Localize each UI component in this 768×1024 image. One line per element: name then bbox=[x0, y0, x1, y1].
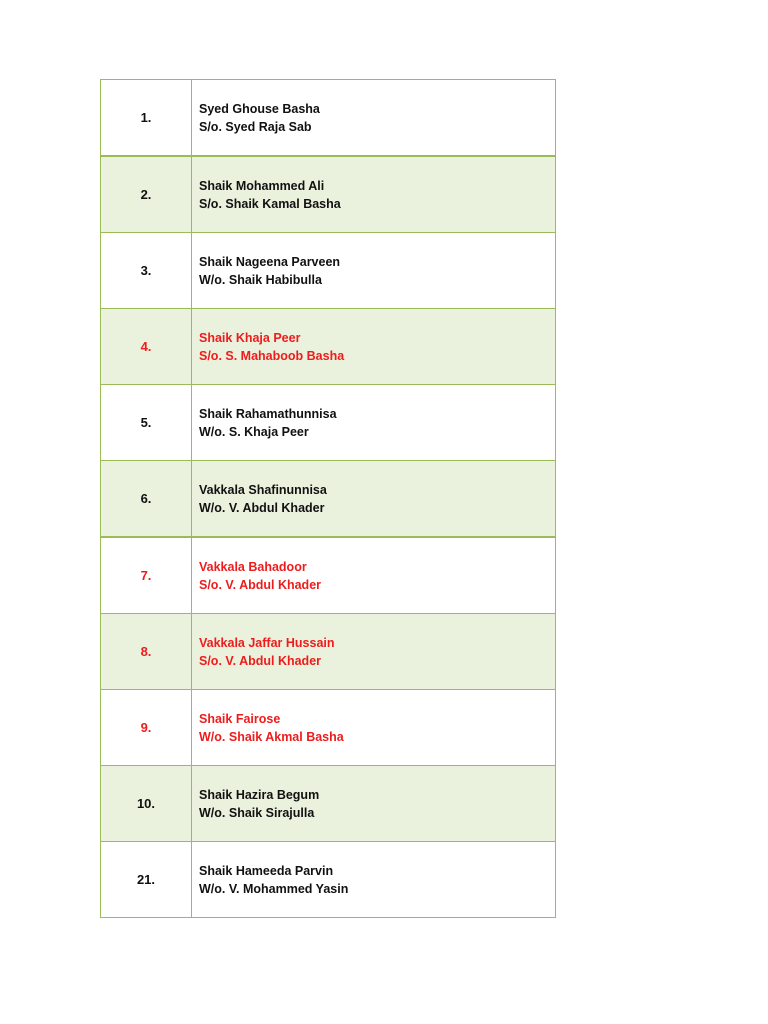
person-cell bbox=[192, 80, 556, 157]
person-cell bbox=[192, 385, 556, 461]
person-name: Shaik Fairose bbox=[199, 711, 281, 726]
person-relation: S/o. Syed Raja Sab bbox=[199, 119, 312, 134]
table-row bbox=[101, 233, 556, 309]
person-name: Shaik Hameeda Parvin bbox=[199, 863, 334, 878]
person-name: Shaik Hazira Begum bbox=[199, 787, 320, 802]
person-name: Shaik Rahamathunnisa bbox=[199, 406, 337, 421]
person-relation: S/o. V. Abdul Khader bbox=[199, 577, 322, 592]
person-name: Vakkala Bahadoor bbox=[199, 559, 307, 574]
person-relation: S/o. V. Abdul Khader bbox=[199, 653, 322, 668]
person-name: Syed Ghouse Basha bbox=[199, 101, 320, 116]
table-row bbox=[101, 842, 556, 918]
person-relation: W/o. Shaik Habibulla bbox=[199, 272, 322, 287]
person-cell bbox=[192, 309, 556, 385]
person-name: Shaik Nageena Parveen bbox=[199, 254, 341, 269]
person-cell bbox=[192, 842, 556, 918]
person-relation: W/o. Shaik Sirajulla bbox=[199, 805, 315, 820]
person-cell bbox=[192, 537, 556, 614]
person-relation: W/o. V. Mohammed Yasin bbox=[199, 881, 349, 896]
table-row bbox=[101, 537, 556, 614]
row-number: 5. bbox=[101, 385, 192, 461]
person-cell bbox=[192, 690, 556, 766]
person-cell bbox=[192, 614, 556, 690]
row-number: 9. bbox=[101, 690, 192, 766]
table-row bbox=[101, 614, 556, 690]
row-number: 3. bbox=[101, 233, 192, 309]
person-name: Vakkala Shafinunnisa bbox=[199, 482, 327, 497]
row-number: 4. bbox=[101, 309, 192, 385]
table-row bbox=[101, 80, 556, 157]
person-relation: S/o. S. Mahaboob Basha bbox=[199, 348, 345, 363]
person-name: Shaik Khaja Peer bbox=[199, 330, 301, 345]
table-row bbox=[101, 385, 556, 461]
persons-table bbox=[100, 79, 556, 918]
table-row bbox=[101, 690, 556, 766]
person-cell bbox=[192, 233, 556, 309]
table-row bbox=[101, 461, 556, 538]
person-cell bbox=[192, 461, 556, 538]
person-relation: W/o. S. Khaja Peer bbox=[199, 424, 309, 439]
person-relation: S/o. Shaik Kamal Basha bbox=[199, 196, 341, 211]
row-number: 8. bbox=[101, 614, 192, 690]
person-relation: W/o. V. Abdul Khader bbox=[199, 500, 325, 515]
person-cell bbox=[192, 766, 556, 842]
row-number: 1. bbox=[101, 80, 192, 157]
table-row bbox=[101, 156, 556, 233]
table-row bbox=[101, 309, 556, 385]
person-relation: W/o. Shaik Akmal Basha bbox=[199, 729, 344, 744]
row-number: 21. bbox=[101, 842, 192, 918]
person-name: Vakkala Jaffar Hussain bbox=[199, 635, 335, 650]
row-number: 7. bbox=[101, 537, 192, 614]
person-name: Shaik Mohammed Ali bbox=[199, 178, 325, 193]
row-number: 2. bbox=[101, 156, 192, 233]
row-number: 6. bbox=[101, 461, 192, 538]
person-cell bbox=[192, 156, 556, 233]
table-row bbox=[101, 766, 556, 842]
row-number: 10. bbox=[101, 766, 192, 842]
